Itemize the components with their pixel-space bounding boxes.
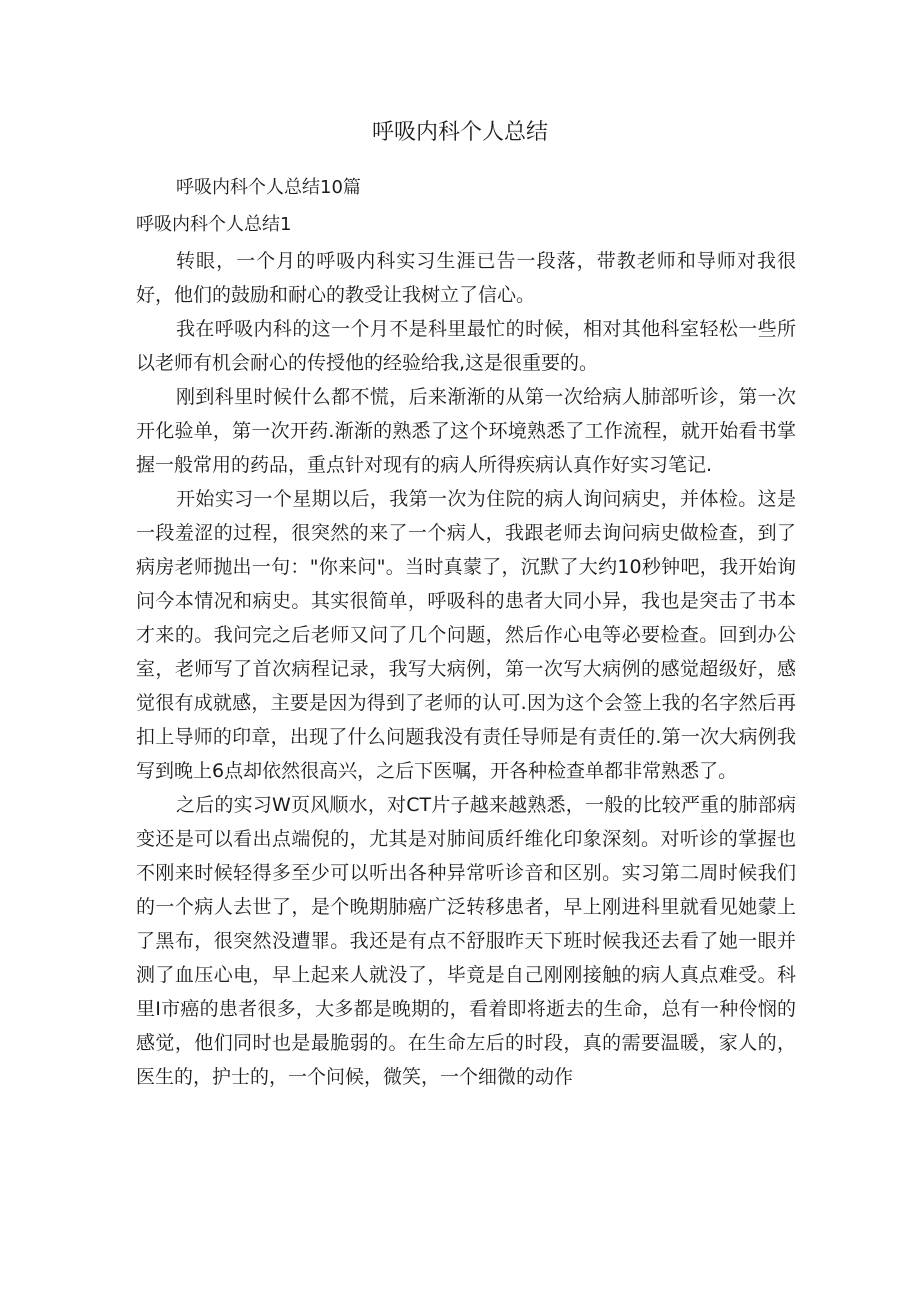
paragraph: 之后的实习W页风顺水，对CT片子越来越熟悉，一般的比较严重的肺部病变还是可以看出点端倪的，尤其是对肺间质纤维化印象深刻。对听诊的掌握也不刚来时候轻得多至少可以听出各种异常听诊音和区别。实习第二周时候我们的一个病人去世了，是个晚期肺癌广泛转移患者，早上刚进科里就看见她蒙上了黑布，很突然没遭罪。我还是有点不舒服昨天下班时候我还去看了她一眼并测了血压心电，早上起来人就没了，毕竟是自己刚刚接触的病人真点难受。科里I市癌的患者很多，大多都是晚期的，看着即将逝去的生命，总有一种伶悯的感觉，他们同时也是最脆弱的。在生命左后的时段，真的需要温暖，家人的，医生的，护士的，一个问候，微笑，一个细微的动作 — [136, 794, 796, 1088]
paragraph: 我在呼吸内科的这一个月不是科里最忙的时候，相对其他科室轻松一些所以老师有机会耐心的传授他的经验给我,这是很重要的。 — [136, 318, 796, 374]
paragraph: 转眼，一个月的呼吸内科实习生涯已告一段落，带教老师和导师对我很好，他们的鼓励和耐心的教受让我树立了信心。 — [136, 250, 796, 306]
document-title: 呼吸内科个人总结 — [371, 120, 548, 145]
paragraph: 刚到科里时候什么都不慌，后来渐渐的从第一次给病人肺部听诊，第一次开化验单，第一次开药.渐渐的熟悉了这个环境熟悉了工作流程，就开始看书掌握一般常用的药品，重点针对现有的病人所得疾病认真作好实习笔记. — [136, 386, 796, 476]
paragraph: 开始实习一个星期以后，我第一次为住院的病人询问病史，并体检。这是一段羞涩的过程，很突然的来了一个病人，我跟老师去询问病史做检查，到了病房老师抛出一句："你来问"。当时真蒙了，沉默了大约10秒钟吧，我开始询问今本情况和病史。其实很简单，呼吸科的患者大同小异，我也是突击了书本才来的。我问完之后老师又问了几个问题，然后作心电等必要检查。回到办公室，老师写了首次病程记录，我写大病例，第一次写大病例的感觉超级好，感觉很有成就感，主要是因为得到了老师的认可.因为这个会签上我的名字然后再扣上导师的印章，出现了什么问题我没有责任导师是有责任的.第一次大病例我写到晚上6点却依然很高兴，之后下医嘱，开各种检查单都非常熟悉了。 — [136, 488, 796, 782]
document-subtitle: 呼吸内科个人总结10篇 — [176, 177, 361, 198]
document-body — [136, 244, 796, 1094]
section-heading: 呼吸内科个人总结1 — [136, 214, 292, 235]
